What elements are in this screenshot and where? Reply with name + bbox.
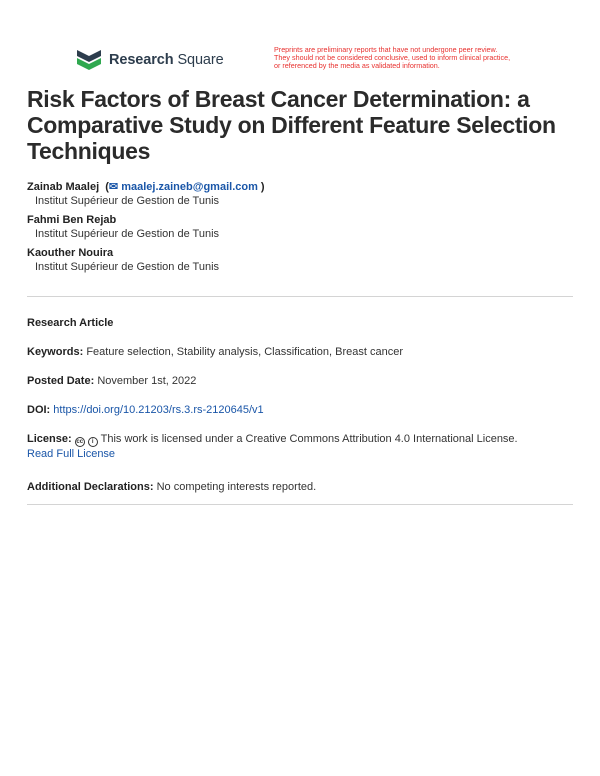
- keywords-label: Keywords:: [27, 346, 84, 358]
- read-full-license-link[interactable]: Read Full License: [27, 448, 116, 460]
- notice-line: Preprints are preliminary reports that have not undergone peer review.: [274, 45, 498, 54]
- article-title: Risk Factors of Breast Cancer Determination: a Comparative Study on Different Feature Selection Techniques: [27, 86, 556, 164]
- author-affiliation: Institut Supérieur de Gestion de Tunis: [35, 228, 220, 240]
- declarations-row: [27, 480, 573, 495]
- author-name: Kaouther Nouira: [27, 247, 114, 259]
- research-square-logo-icon: [75, 48, 103, 72]
- keywords-value: Feature selection, Stability analysis, Classification, Breast cancer: [86, 346, 404, 358]
- license-row: [27, 432, 573, 462]
- notice-line: They should not be considered conclusive, used to inform clinical practice,: [274, 53, 511, 63]
- attribution-icon: i: [88, 437, 98, 447]
- declarations-label: Additional Declarations:: [27, 481, 154, 493]
- license-label: License:: [27, 433, 72, 445]
- author-name: Zainab Maalej (✉ maalej.zaineb@gmail.com ): [27, 181, 265, 193]
- notice-line: or referenced by the media as validated information.: [274, 61, 440, 71]
- author-list: [27, 180, 567, 279]
- doi-label: DOI:: [27, 404, 51, 416]
- article-type: Research Article: [27, 317, 114, 329]
- cc-icon: cc: [76, 439, 84, 445]
- declarations-value: No competing interests reported.: [156, 481, 317, 493]
- doi-link[interactable]: https://doi.org/10.21203/rs.3.rs-2120645/v1: [53, 404, 264, 416]
- header: [75, 46, 535, 76]
- keywords-row: [27, 345, 573, 360]
- posted-date-row: [27, 374, 573, 389]
- posted-date-label: Posted Date:: [27, 375, 95, 387]
- author-name: Fahmi Ben Rejab: [27, 214, 117, 226]
- author-email-link[interactable]: ✉ maalej.zaineb@gmail.com: [108, 181, 258, 193]
- research-square-logo[interactable]: [75, 46, 224, 74]
- doi-row: [27, 403, 573, 418]
- posted-date-value: November 1st, 2022: [97, 375, 197, 387]
- envelope-icon: ✉: [108, 181, 119, 193]
- author-affiliation: Institut Supérieur de Gestion de Tunis: [35, 195, 220, 207]
- divider: [27, 296, 573, 297]
- divider: [27, 504, 573, 505]
- author-affiliation: Institut Supérieur de Gestion de Tunis: [35, 261, 220, 273]
- preprint-notice: [274, 46, 544, 71]
- brand-name: Research Square: [109, 52, 224, 68]
- license-text: This work is licensed under a Creative Commons Attribution 4.0 International License.: [100, 433, 518, 445]
